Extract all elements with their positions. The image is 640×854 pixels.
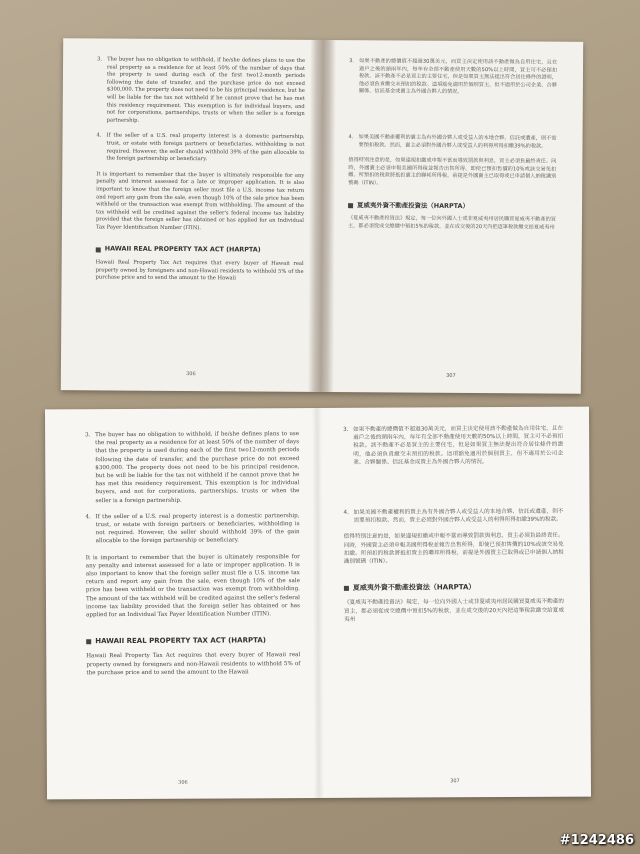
list-item <box>96 133 304 165</box>
section-heading <box>86 636 300 645</box>
list-item <box>344 508 564 526</box>
bullet-square-icon <box>344 586 349 591</box>
english-page-top <box>61 38 323 392</box>
list-item <box>97 56 305 126</box>
section-heading-text: HAWAII REAL PROPERTY TAX ACT (HARPTA) <box>104 244 261 255</box>
item-text: The buyer has no obligation to withhold, if he/she defines plans to use the real property as a residence for at least 50% of the number of days that the property is used during each of the first two12-month periods following the date of transfer, and the purchase price do not exceed $300,000. The property does not need to be his principal residence, but he will be liable for the tax not withheld if he cannot prove that he has met this residency requirement. This exemption is for individual buyers, and not for corporations, partnerships, trusts or when the seller is a foreign partnership. <box>95 431 300 504</box>
item-number: 3. <box>343 426 349 433</box>
section-paragraph: Hawaii Real Property Tax Act requires that every buyer of Hawaii real property owned by foreigners and non-Hawaii residents to withhold 5% of the purchase price and to send the amount to the Hawaii <box>95 259 304 282</box>
item-number: 3. <box>349 58 355 65</box>
item-text: If the seller of a U.S. real property interest is a domestic partnership, trust, or estate with foreign partners or beneficiaries, withholding is not required. However, the seller should withhold 39% of the gain allocable to the foreign partnership or beneficiary. <box>95 512 300 545</box>
page-number: 306 <box>186 371 196 378</box>
body-paragraph: 值得特別注意的是，如果違規扣繳或申報不當而導致罰款與利息，買主必須負最終責任。同時，外國賣主必須申報美國所得稅並報告出售所得，即使已預扣售價的10%或該交易免扣繳。所預扣的稅款將抵扣賣主的聯邦所得稅，前提是外國賣主已取得或已申請個人納稅識別號碼（ITIN）。 <box>343 533 564 565</box>
chinese-page-top <box>321 40 583 394</box>
section-heading-text: 夏威夷外資不動產投資法（HARPTA） <box>357 200 469 210</box>
item-text: 如果美國不動產權利的賣主為有外國合夥人或受益人的本地合夥、信託或遺產，則不需要預扣稅款。然而，賣主必須對外國合夥人或受益人的利得所得扣繳39%的稅款。 <box>353 508 564 525</box>
item-number: 4. <box>348 134 354 141</box>
item-number: 3. <box>85 432 91 439</box>
section-heading-text: HAWAII REAL PROPERTY TAX ACT (HARPTA) <box>95 636 266 646</box>
section-paragraph: Hawaii Real Property Tax Act requires that every buyer of Hawaii real property owned by foreigners and non-Hawaii residents to withhold 5% of the purchase price and to send the amount to the Hawaii <box>86 652 301 677</box>
body-paragraph: 值得特別注意的是，如果違規扣繳或申報不當而導致罰款與利息，買主必須負最終責任。同時，外國賣主必須申報美國所得稅並報告出售所得，即使已預扣售價的10%或該交易免扣繳。所預扣的稅款將抵扣賣主的聯邦所得稅，前提是外國賣主已取得或已申請個人納稅識別號碼（ITIN）。 <box>348 157 557 187</box>
top-sheet <box>61 38 583 394</box>
body-paragraph: It is important to remember that the buyer is ultimately responsible for any penalty and interest assessed for a late or improper application. It is also important to know that the foreign seller must file a U.S. income tax return and report any gain from the sale, even though 10% of the sale price has been withheld or the transaction was exempt from withholding. The amount of the tax withheld will be credited against the seller's federal income tax liability provided that the foreign seller has obtained or has applied for an Individual Tax Payer Identification Number (ITIN). <box>95 171 305 232</box>
item-text: 如果美國不動產權利的賣主為有外國合夥人或受益人的本地合夥、信託或遺產，則不需要預扣稅款。然而，賣主必須對外國合夥人或受益人的利得所得扣繳39%的稅款。 <box>358 134 557 150</box>
item-text: The buyer has no obligation to withhold, if he/she defines plans to use the real property as a residence for at least 50% of the number of days that the property is used during each of the first two12-month periods following the date of transfer, and the purchase price do not exceed $300,000. The property does not need to be his principal residence, but he will be liable for the tax not withheld if he cannot prove that he has met this residency requirement. This exemption is for individual buyers, and not for corporations, partnerships, trusts or when the seller is a foreign partnership. <box>106 56 306 124</box>
section-paragraph: 《夏威夷不動產投資法》規定，每一位向外國人士或非夏威夷州居民購買夏威夷不動產的買主，都必須從成交總價中預扣5%的稅款，並在成交後的20天內把這筆稅款繳交給夏威夷州 <box>347 215 557 231</box>
body-paragraph: It is important to remember that the buyer is ultimately responsible for any penalty and interest assessed for a late or improper application. It is also important to know that the foreign seller must file a U.S. income tax return and report any gain from the sale, even though 10% of the sale price has been withheld or the transaction was exempt from withholding. The amount of the tax withheld will be credited against the seller's federal income tax liability provided that the foreign seller has obtained or has applied for an Individual Tax Payer Identification Number (ITIN). <box>85 553 301 619</box>
section-heading <box>96 246 304 255</box>
item-number: 4. <box>85 514 91 521</box>
section-heading <box>344 583 564 592</box>
page-number: 307 <box>446 373 456 380</box>
list-item <box>348 134 556 151</box>
bullet-square-icon <box>86 639 91 644</box>
bullet-square-icon <box>348 203 353 208</box>
english-page-bottom <box>45 408 319 799</box>
list-item <box>85 430 299 505</box>
list-item <box>349 58 557 97</box>
page-number: 306 <box>178 779 188 786</box>
section-heading-text: 夏威夷外資不動產投資法（HARPTA） <box>352 583 476 593</box>
watermark-id: #1242486 <box>559 833 634 848</box>
bottom-sheet <box>45 407 591 800</box>
item-number: 4. <box>96 132 102 139</box>
item-number: 3. <box>97 56 103 63</box>
item-number: 4. <box>343 509 349 516</box>
section-paragraph: 《夏威夷不動產投資法》規定，每一位向外國人士或非夏威夷州居民購買夏威夷不動產的買主，都必須從成交總價中預扣5%的稅款，並在成交後的20天內把這筆稅款繳交給夏威夷州 <box>343 599 565 623</box>
section-heading <box>348 202 556 211</box>
page-number: 307 <box>450 778 460 785</box>
chinese-page-bottom <box>317 407 591 798</box>
item-text: If the seller of a U.S. real property interest is a domestic partnership, trust, or estate with foreign partners or beneficiaries, withholding is not required. However, the seller should withhold 39% of the gain allocable to the foreign partnership or beneficiary. <box>106 132 305 163</box>
list-item <box>343 425 563 467</box>
bullet-square-icon <box>96 247 101 252</box>
item-text: 如果不動產的總價值不超過30萬美元，而買主決定使用該不動產做為自用住宅，且在過戶之後的頭兩年內，每年有全部不動產使用天數的50%以上時間，買主可不必預扣稅款。該不動產不必是買主的主要住宅，但是如果買主無法提出符合居住條件的證明，他必須負責繳交未預扣的稅款。這項豁免適用於個別買主，但不適用於公司企業、合夥關係、信託基金或賣主為外國合夥人的情況。 <box>358 58 558 96</box>
item-text: 如果不動產的總價值不超過30萬美元，而買主決定使用該不動產做為自用住宅，且在過戶之後的頭兩年內，每年有全部不動產使用天數的50%以上時間，買主可不必預扣稅款。該不動產不必是買主的主要住宅，但是如果買主無法提出符合居住條件的證明，他必須負責繳交未預扣的稅款。這項豁免適用於個別買主，但不適用於公司企業、合夥關係、信託基金或賣主為外國合夥人的情況。 <box>353 425 564 466</box>
list-item <box>86 512 300 546</box>
